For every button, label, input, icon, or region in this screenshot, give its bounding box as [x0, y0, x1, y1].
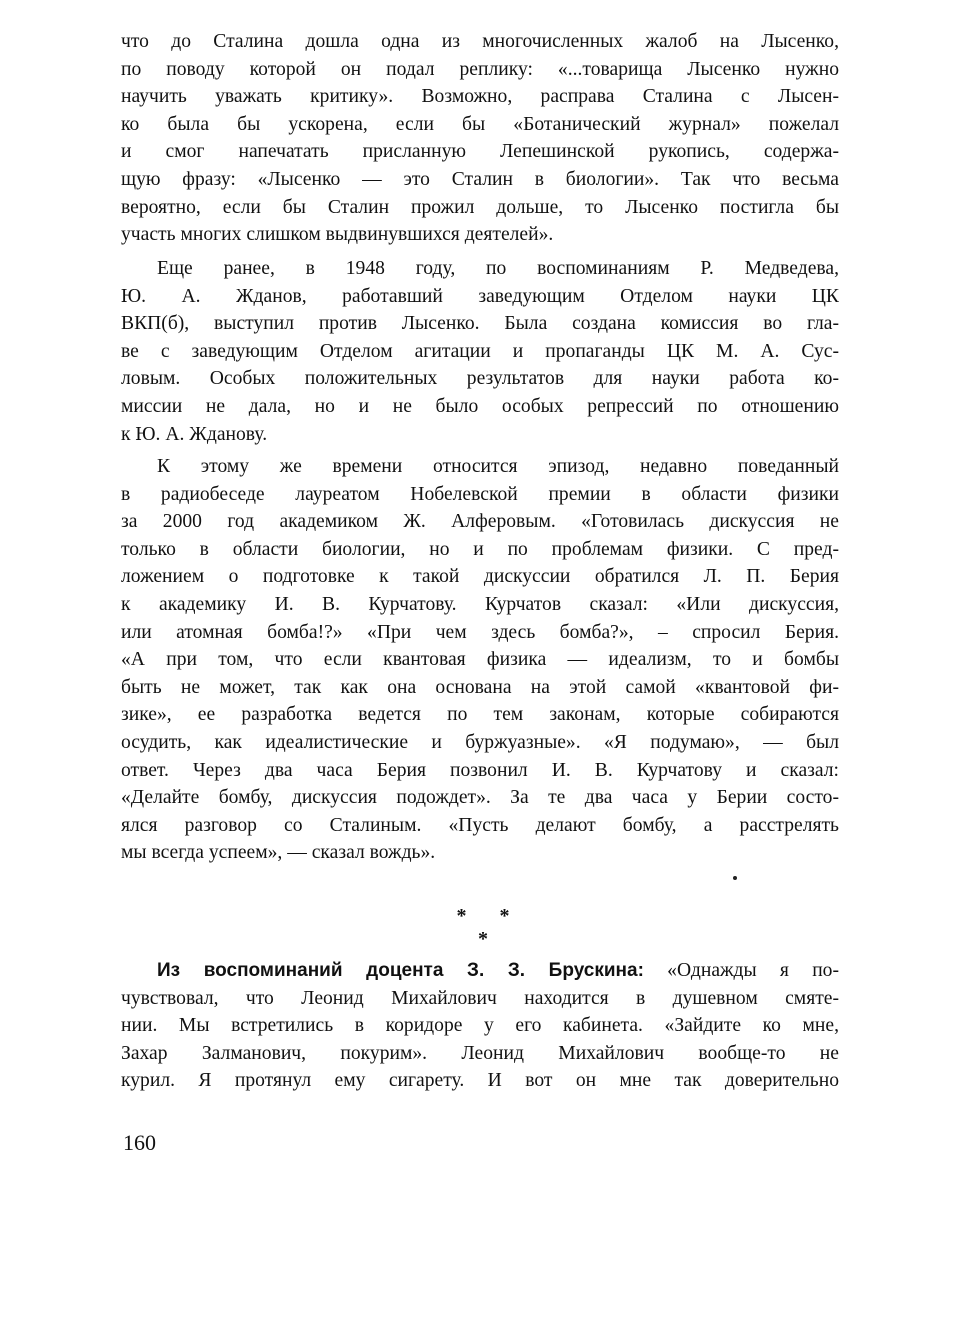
text-line: научить уважать критику». Возможно, расправа Сталина с Лысен- [121, 86, 839, 108]
text-line: в радиобеседе лауреатом Нобелевской премии в области физики [121, 483, 839, 505]
text-line: «А при том, что если квантовая физика — идеализм, то и бомбы [121, 649, 839, 671]
text-line: ве с заведующим Отделом агитации и пропаганды ЦК М. А. Сус- [121, 340, 839, 362]
text-line: по поводу которой он подал реплику: «...товарища Лысенко нужно [121, 58, 839, 80]
print-speck [733, 876, 737, 880]
text-line: быть не может, так как она основана на этой самой «квантовой фи- [121, 676, 839, 698]
text-line: ялся разговор со Сталиным. «Пусть делают бомбу, а расстрелять [121, 814, 839, 836]
page-number: 160 [123, 1130, 156, 1155]
text-line: к академику И. В. Курчатову. Курчатов сказал: «Или дискуссия, [121, 593, 839, 615]
text-line: К этому же времени относится эпизод, недавно поведанный [157, 456, 839, 477]
text-line: ко была бы ускорена, если бы «Ботанический журнал» пожелал [121, 113, 839, 135]
text-line: Еще ранее, в 1948 году, по воспоминаниям Р. Медведева, [157, 258, 839, 279]
paragraph-zhdanov [121, 255, 839, 448]
text-line: ложением о подготовке к такой дискуссии обратился Л. П. Берия [121, 566, 839, 588]
paragraph-bruskin-memoir [121, 957, 839, 1095]
text-line [121, 957, 839, 985]
text-line: вероятно, если бы Сталин прожил дольше, то Лысенко постигла бы [121, 196, 839, 218]
paragraph-alferov-episode [121, 453, 839, 867]
text-line: Ю. А. Жданов, работавший заведующим Отделом науки ЦК [121, 285, 839, 307]
text-line: к Ю. А. Жданову. [121, 423, 268, 445]
text-line: миссии не дала, но и не было особых репрессий по отношению [121, 395, 839, 417]
text-line: или атомная бомба!?» «При чем здесь бомба?», – спросил Берия. [121, 621, 839, 643]
section-separator: * * * [456, 905, 524, 950]
text-line: «Делайте бомбу, дискуссия подождет». За те два часа у Берии состо- [121, 787, 839, 809]
text-line: чувствовал, что Леонид Михайлович находится в душевном смяте- [121, 987, 839, 1009]
text-line: участь многих слишком выдвинувшихся деятелей». [121, 224, 554, 246]
text-line: нии. Мы встретились в коридоре у его кабинета. «Зайдите ко мне, [121, 1015, 839, 1037]
text-line: осудить, как идеалистические и буржуазные». «Я подумаю», — был [121, 731, 839, 753]
text-line: Захар Залманович, покурим». Леонид Михайлович вообще-то не [121, 1042, 839, 1064]
text-line: ответ. Через два часа Берия позвонил И. В. Курчатову и сказал: [121, 759, 839, 781]
text-line: курил. Я протянул ему сигарету. И вот он мне так доверительно [121, 1070, 839, 1092]
text-line: за 2000 год академиком Ж. Алферовым. «Готовилась дискуссия не [121, 511, 839, 533]
paragraph-continuation [121, 28, 839, 249]
text-line: что до Сталина дошла одна из многочисленных жалоб на Лысенко, [121, 31, 839, 52]
text-line: только в области биологии, но и по проблемам физики. С пред- [121, 538, 839, 560]
text-line: ВКП(б), выступил против Лысенко. Была создана комиссия во гла- [121, 313, 839, 335]
text-line: и смог напечатать присланную Лепешинской рукопись, содержа- [121, 141, 839, 163]
memoir-lead: Из воспоминаний доцента З. З. Брускина: [157, 960, 644, 981]
memoir-first-line-rest: «Однажды я по- [643, 960, 840, 981]
text-line: мы всегда успеем», — сказал вождь». [121, 842, 436, 864]
text-line: щую фразу: «Лысенко — это Сталин в биологии». Так что весьма [121, 168, 839, 190]
text-line: ловым. Особых положительных результатов для науки работа ко- [121, 368, 839, 390]
text-line: зике», ее разработка ведется по тем законам, которые собираются [121, 704, 839, 726]
